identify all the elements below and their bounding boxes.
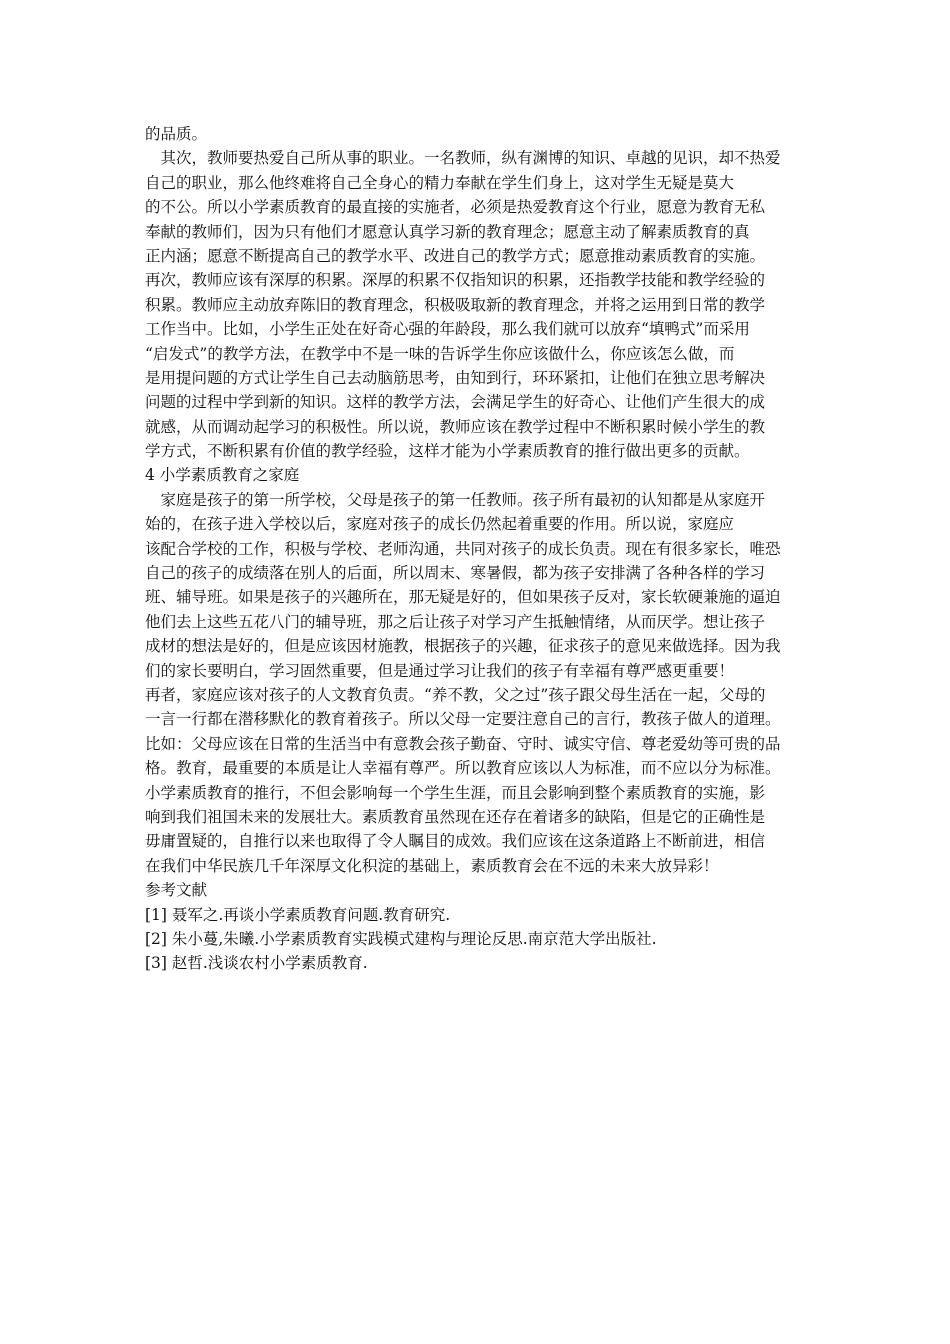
paragraph-line: 就感，从而调动起学习的积极性。所以说，教师应该在教学过程中不断积累时候小学生的教: [145, 417, 766, 436]
paragraph-line: 在我们中华民族几千年深厚文化积淀的基础上，素质教育会在不远的未来大放异彩！: [145, 856, 719, 875]
paragraph-line: 比如：父母应该在日常的生活当中有意教会孩子勤奋、守时、诚实守信、尊老爱幼等可贵的品: [145, 734, 781, 753]
paragraph-line: 们的家长要明白，学习固然重要，但是通过学习让我们的孩子有幸福有尊严感更重要！: [145, 661, 735, 680]
paragraph-line: 的不公。所以小学素质教育的最直接的实施者，必须是热爱教育这个行业，愿意为教育无私: [145, 198, 766, 217]
paragraph-line: 他们去上这些五花八门的辅导班，那之后让孩子对学习产生抵触情绪，从而厌学。想让孩子: [145, 612, 766, 631]
paragraph-line: 家庭是孩子的第一所学校，父母是孩子的第一任教师。孩子所有最初的认知都是从家庭开: [145, 490, 766, 509]
paragraph-line: 一言一行都在潜移默化的教育着孩子。所以父母一定要注意自己的言行，教孩子做人的道理。: [145, 710, 781, 729]
paragraph-line: 再次，教师应该有深厚的积累。深厚的积累不仅指知识的积累，还指教学技能和教学经验的: [145, 271, 766, 290]
paragraph-line: 的品质。: [145, 125, 208, 143]
document-body: [145, 122, 815, 976]
reference-item: [2] 朱小蔓,朱曦.小学素质教育实践模式建构与理论反思.南京范大学出版社.: [145, 929, 657, 948]
paragraph-line: 小学素质教育的推行，不但会影响每一个学生生涯，而且会影响到整个素质教育的实施，影: [145, 783, 766, 802]
paragraph-line: 毋庸置疑的，自推行以来也取得了令人瞩目的成效。我们应该在这条道路上不断前进，相信: [145, 832, 766, 851]
paragraph-line: 是用提问题的方式让学生自己去动脑筋思考，由知到行，环环紧扣，让他们在独立思考解决: [145, 368, 766, 387]
paragraph-line: 班、辅导班。如果是孩子的兴趣所在，那无疑是好的，但如果孩子反对，家长软硬兼施的逼迫: [145, 588, 781, 607]
paragraph-line: 正内涵；愿意不断提高自己的教学水平、改进自己的教学方式；愿意推动素质教育的实施。: [145, 246, 766, 265]
paragraph-line: 格。教育，最重要的本质是让人幸福有尊严。所以教育应该以人为标准，而不应以分为标准。: [145, 759, 781, 778]
paragraph-line: 问题的过程中学到新的知识。这样的教学方法，会满足学生的好奇心、让他们产生很大的成: [145, 393, 766, 412]
paragraph-line: 积累。教师应主动放弃陈旧的教育理念，积极吸取新的教育理念，并将之运用到日常的教学: [145, 295, 766, 314]
paragraph-line: “启发式”的教学方法，在教学中不是一味的告诉学生你应该做什么，你应该怎么做，而: [145, 344, 735, 363]
paragraph-line: 始的，在孩子进入学校以后，家庭对孩子的成长仍然起着重要的作用。所以说，家庭应: [145, 515, 735, 534]
paragraph-line: 工作当中。比如，小学生正处在好奇心强的年龄段，那么我们就可以放弃“填鸭式”而采用: [145, 320, 750, 339]
paragraph-line: 成材的想法是好的，但是应该因材施教，根据孩子的兴趣，征求孩子的意见来做选择。因为我: [145, 637, 781, 656]
paragraph-line: 学方式，不断积累有价值的教学经验，这样才能为小学素质教育的推行做出更多的贡献。: [145, 442, 750, 461]
paragraph-line: 响到我们祖国未来的发展壮大。素质教育虽然现在还存在着诸多的缺陷，但是它的正确性是: [145, 807, 766, 826]
paragraph-line: 该配合学校的工作，积极与学校、老师沟通，共同对孩子的成长负责。现在有很多家长，唯恐: [145, 539, 781, 558]
paragraph-line: 其次，教师要热爱自己所从事的职业。一名教师，纵有渊博的知识、卓越的见识，却不热爱: [145, 149, 781, 168]
paragraph-line: 奉献的教师们，因为只有他们才愿意认真学习新的教育理念；愿意主动了解素质教育的真: [145, 222, 750, 241]
reference-item: [1] 聂军之.再谈小学素质教育问题.教育研究.: [145, 905, 451, 924]
references-heading: 参考文献: [145, 881, 208, 900]
section-heading: 4 小学素质教育之家庭: [145, 466, 300, 485]
paragraph-line: 自己的孩子的成绩落在别人的后面，所以周末、寒暑假，都为孩子安排满了各种各样的学习: [145, 564, 766, 583]
paragraph-line: 再者，家庭应该对孩子的人文教育负责。“养不教，父之过”孩子跟父母生活在一起，父母的: [145, 685, 766, 704]
paragraph-line: 自己的职业，那么他终难将自己全身心的精力奉献在学生们身上，这对学生无疑是莫大: [145, 173, 735, 192]
reference-item: [3] 赵哲.浅谈农村小学素质教育.: [145, 954, 368, 973]
